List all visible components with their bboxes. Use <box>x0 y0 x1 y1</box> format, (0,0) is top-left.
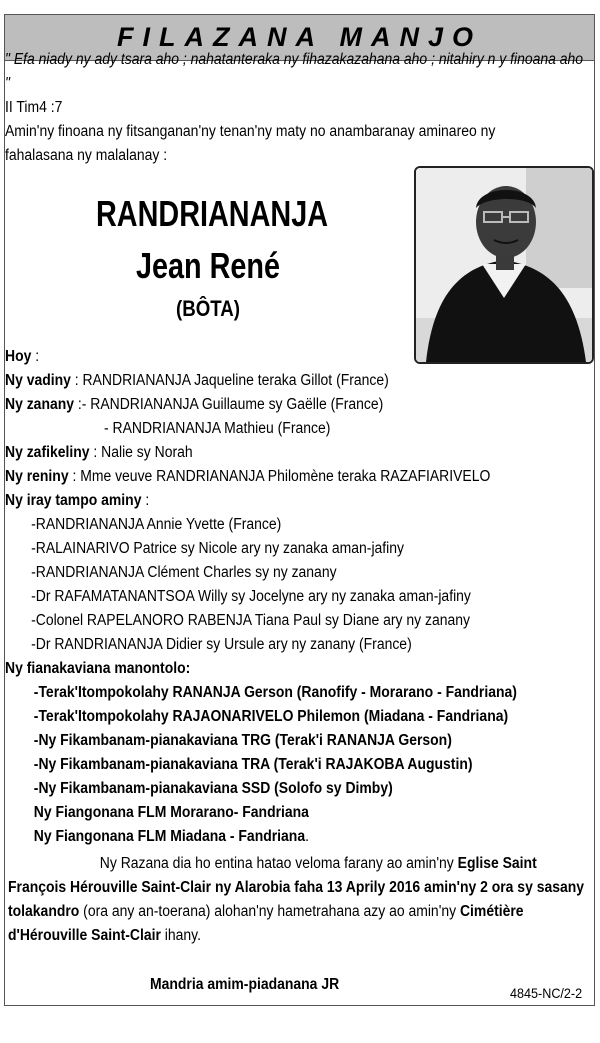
intro-line-1: Amin'ny finoana ny fitsanganan'ny tenan'ny maty no anambaranay aminareo ny <box>5 123 496 140</box>
intro-line-2: fahalasana ny malalanay : <box>5 147 168 164</box>
portrait-photo <box>414 166 594 364</box>
reniny-line <box>5 465 586 489</box>
reniny-label: Ny reniny <box>5 468 69 485</box>
family-list <box>5 345 586 849</box>
zanany-item: - RANDRIANANJA Mathieu (France) <box>104 420 331 437</box>
list-item: -Colonel RAPELANORO RABENJA Tiana Paul sy Diane ary ny zanany <box>31 612 470 629</box>
iray-tampo-line <box>5 489 586 513</box>
vady-line <box>5 369 586 393</box>
notice-title: FILAZANA MANJO <box>117 22 482 52</box>
list-item: Ny Fiangonana FLM Miadana - Fandriana <box>33 828 306 845</box>
signature: Mandria amim-piadanana JR <box>150 976 340 993</box>
announcement-b1: Eglise Saint François Hérouville Saint-Clair ny Alarobia faha 13 Aprily 2016 amin'ny 2 ora sy sasany tolakandro <box>8 855 585 920</box>
list-item: -Terak'Itompokolahy RAJAONARIVELO Philemon (Miadana - Fandriana) <box>33 708 509 725</box>
list-item: -Dr RAFAMATANANTSOA Willy sy Jocelyne ary ny zanaka aman-jafiny <box>31 588 471 605</box>
zafikeliny-label: Ny zafikeliny <box>5 444 90 461</box>
list-item: -RANDRIANANJA Clément Charles sy ny zanany <box>31 564 337 581</box>
zanany-line-1 <box>5 393 586 417</box>
list-item: -Terak'Itompokolahy RANANJA Gerson (Ranofify - Morarano - Fandriana) <box>33 684 517 701</box>
iray-tampo-rest: : <box>141 492 150 509</box>
bible-reference: II Tim4 :7 <box>5 99 63 116</box>
announcement-t1: Ny Razana dia ho entina hatao veloma farany ao amin'ny <box>99 855 458 872</box>
list-item: -Dr RANDRIANANJA Didier sy Ursule ary ny zanany (France) <box>31 636 412 653</box>
bible-quote: " Efa niady ny ady tsara aho ; nahatanteraka ny fihazakazahana aho ; nitahiry n y finoana aho " <box>5 51 584 92</box>
hoy-rest: : <box>31 348 40 365</box>
vady-rest: : RANDRIANANJA Jaqueline teraka Gillot (France) <box>70 372 389 389</box>
list-item-last <box>5 825 586 849</box>
list-item: -RANDRIANANJA Annie Yvette (France) <box>31 516 282 533</box>
reniny-rest: : Mme veuve RANDRIANANJA Philomène teraka RAZAFIARIVELO <box>68 468 491 485</box>
deceased-nickname: (BÔTA) <box>175 296 241 321</box>
portrait-photo-icon <box>416 168 592 362</box>
zanany-line-2 <box>5 417 586 441</box>
zanany-item: :- RANDRIANANJA Guillaume sy Gaëlle (France) <box>74 396 384 413</box>
notice-content <box>5 48 586 168</box>
list-item: -RALAINARIVO Patrice sy Nicole ary ny zanaka aman-jafiny <box>31 540 405 557</box>
list-item: -Ny Fikambanam-pianakaviana SSD (Solofo sy Dimby) <box>33 780 393 797</box>
list-item: Ny Fiangonana FLM Morarano- Fandriana <box>33 804 309 821</box>
announcement-t3: ihany. <box>160 927 202 944</box>
zanany-label: Ny zanany <box>5 396 75 413</box>
zafikeliny-rest: : Nalie sy Norah <box>89 444 193 461</box>
hoy-line <box>5 345 586 369</box>
announcement-text <box>8 852 589 948</box>
vady-label: Ny vadiny <box>5 372 71 389</box>
iray-tampo-label: Ny iray tampo aminy <box>5 492 142 509</box>
reference-code: 4845-NC/2-2 <box>510 985 583 1001</box>
zafikeliny-line <box>5 441 586 465</box>
deceased-given-name: Jean René <box>135 245 281 286</box>
list-item: -Ny Fikambanam-pianakaviana TRG (Terak'i RANANJA Gerson) <box>33 732 452 749</box>
announcement-paragraph <box>8 852 589 948</box>
list-item: -Ny Fikambanam-pianakaviana TRA (Terak'i RAJAKOBA Augustin) <box>33 756 473 773</box>
list-item-suffix: . <box>305 828 309 845</box>
announcement-b2: Cimétière d'Hérouville Saint-Clair <box>8 903 524 944</box>
deceased-surname: RANDRIANANJA <box>96 193 329 234</box>
hoy-label: Hoy <box>5 348 32 365</box>
announcement-t2: (ora any an-toerana) alohan'ny hametrahana azy ao amin'ny <box>79 903 460 920</box>
fianakaviana-label: Ny fianakaviana manontolo: <box>5 660 191 677</box>
